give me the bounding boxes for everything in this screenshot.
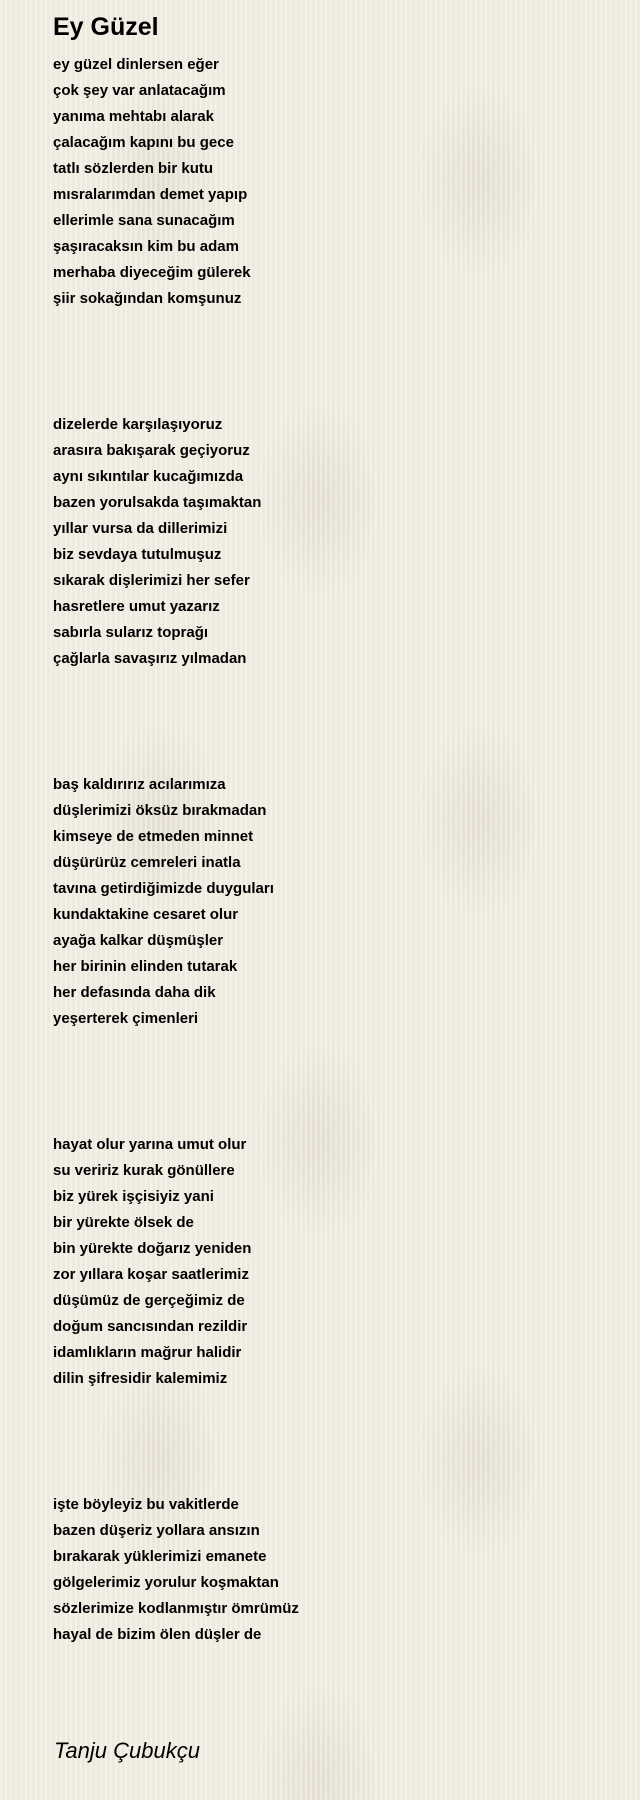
poem-line: biz sevdaya tutulmuşuz — [53, 546, 222, 563]
poem-line: tatlı sözlerden bir kutu — [53, 160, 214, 177]
stanza — [53, 52, 613, 312]
poem-line: mısralarımdan demet yapıp — [53, 186, 248, 203]
stanza-spacer — [53, 1392, 613, 1492]
poem-line: bazen yorulsakda taşımaktan — [53, 494, 262, 511]
poem-line: bir yürekte ölsek de — [53, 1214, 194, 1231]
poem-line: doğum sancısından rezildir — [53, 1318, 248, 1335]
poem-line: düşürürüz cemreleri inatla — [53, 854, 241, 871]
poem-line: idamlıkların mağrur halidir — [53, 1344, 242, 1361]
poem-line: biz yürek işçisiyiz yani — [53, 1188, 214, 1205]
poem-line: sözlerimize kodlanmıştır ömrümüz — [53, 1600, 299, 1617]
poem-line: dizelerde karşılaşıyoruz — [53, 416, 223, 433]
stanza — [53, 412, 613, 672]
stanza-spacer — [53, 312, 613, 412]
poem-line: tavına getirdiğimizde duyguları — [53, 880, 274, 897]
poem-line: yeşerterek çimenleri — [53, 1010, 199, 1027]
poem-line: aynı sıkıntılar kucağımızda — [53, 468, 244, 485]
poem-line: su veririz kurak gönüllere — [53, 1162, 235, 1179]
poem-line: gölgelerimiz yorulur koşmaktan — [53, 1574, 279, 1591]
poem-line: hayal de bizim ölen düşler de — [53, 1626, 262, 1643]
poem-line: zor yıllara koşar saatlerimiz — [53, 1266, 249, 1283]
poem-line: çok şey var anlatacağım — [53, 82, 226, 99]
stanza — [53, 1132, 613, 1392]
stanza-spacer — [53, 672, 613, 772]
poem-line: hayat olur yarına umut olur — [53, 1136, 247, 1153]
poem-line: çalacağım kapını bu gece — [53, 134, 234, 151]
poem-body — [53, 52, 613, 1648]
poet-name[interactable]: Tanju Çubukçu — [54, 1738, 200, 1763]
poem-line: dilin şifresidir kalemimiz — [53, 1370, 228, 1387]
poem-line: bin yürekte doğarız yeniden — [53, 1240, 252, 1257]
poem-line: ey güzel dinlersen eğer — [53, 56, 219, 73]
poem-container — [53, 10, 613, 1648]
poem-line: baş kaldırırız acılarımıza — [53, 776, 226, 793]
poem-line: ayağa kalkar düşmüşler — [53, 932, 224, 949]
poem-line: sıkarak dişlerimizi her sefer — [53, 572, 250, 589]
poem-line: düşlerimizi öksüz bırakmadan — [53, 802, 267, 819]
poem-line: bırakarak yüklerimizi emanete — [53, 1548, 267, 1565]
poem-line: arasıra bakışarak geçiyoruz — [53, 442, 250, 459]
poem-line: düşümüz de gerçeğimiz de — [53, 1292, 245, 1309]
poem-line: her birinin elinden tutarak — [53, 958, 238, 975]
poem-line: yanıma mehtabı alarak — [53, 108, 214, 125]
poem-line: çağlarla savaşırız yılmadan — [53, 650, 247, 667]
stanza — [53, 1492, 613, 1648]
poem-line: her defasında daha dik — [53, 984, 216, 1001]
poem-line: merhaba diyeceğim gülerek — [53, 264, 251, 281]
poem-line: hasretlere umut yazarız — [53, 598, 220, 615]
poem-line: bazen düşeriz yollara ansızın — [53, 1522, 260, 1539]
poem-line: kundaktakine cesaret olur — [53, 906, 239, 923]
stanza — [53, 772, 613, 1032]
poem-line: ellerimle sana sunacağım — [53, 212, 235, 229]
poem-line: kimseye de etmeden minnet — [53, 828, 254, 845]
poem-line: sabırla sularız toprağı — [53, 624, 209, 641]
stanza-spacer — [53, 1032, 613, 1132]
poem-line: şaşıracaksın kim bu adam — [53, 238, 239, 255]
poem-line: yıllar vursa da dillerimizi — [53, 520, 228, 537]
poem-title: Ey Güzel — [53, 13, 159, 41]
poem-line: şiir sokağından komşunuz — [53, 290, 242, 307]
poem-line: işte böyleyiz bu vakitlerde — [53, 1496, 239, 1513]
